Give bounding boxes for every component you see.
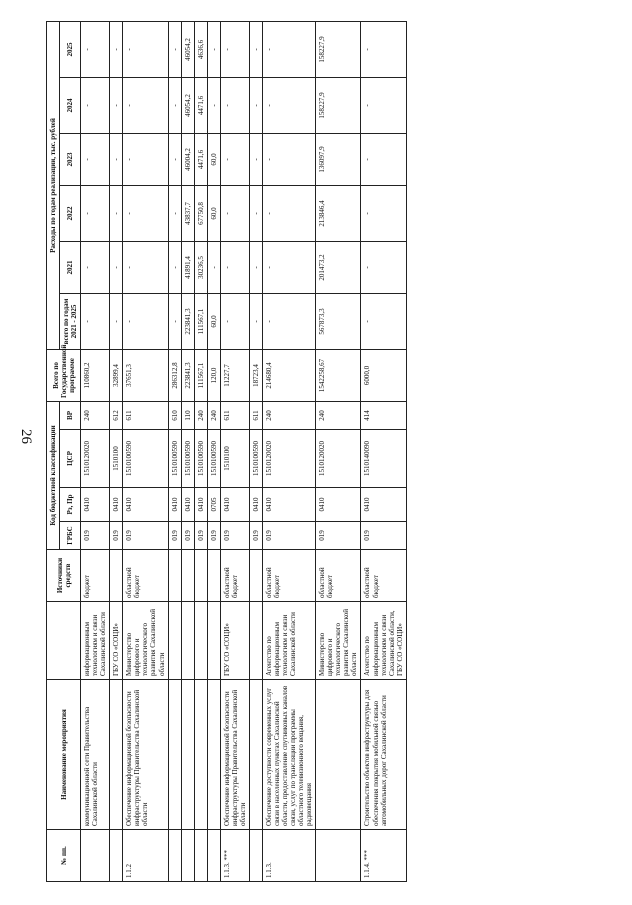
table-cell-vr: 240 — [262, 401, 315, 429]
table-cell-csr: 1510100590 — [249, 430, 262, 488]
table-cell-num: 1.1.2 — [123, 830, 168, 882]
header-grbs: ГРБС — [60, 522, 81, 550]
table-cell-ty: - — [81, 293, 110, 349]
table-cell-name — [316, 680, 361, 830]
table-cell-vr: 612 — [110, 401, 123, 429]
header-vr: ВР — [60, 401, 81, 429]
table-cell-num — [181, 830, 194, 882]
table-cell-vr: 110 — [181, 401, 194, 429]
table-cell-rzpr: 0410 — [181, 488, 194, 522]
table-cell-y24: - — [168, 77, 181, 133]
table-cell-grbs: 019 — [110, 522, 123, 550]
table-cell-y23: - — [361, 133, 406, 185]
table-cell-source — [249, 550, 262, 602]
header-2022: 2022 — [60, 185, 81, 241]
table-cell-grbs: 019 — [316, 522, 361, 550]
rotated-table-container — [46, 22, 586, 882]
table-cell-executor — [207, 602, 220, 680]
table-row — [181, 21, 194, 881]
table-cell-name — [249, 680, 262, 830]
table-cell-y22: 60,0 — [207, 185, 220, 241]
table-cell-num: 1.1.3. *** — [220, 830, 249, 882]
table-row — [249, 21, 262, 881]
table-cell-y24: 158227,9 — [316, 77, 361, 133]
table-cell-y25: - — [262, 21, 315, 77]
table-cell-num: 1.1.3. — [262, 830, 315, 882]
table-cell-vr: 611 — [220, 401, 249, 429]
table-cell-name — [110, 680, 123, 830]
table-cell-grbs: 019 — [262, 522, 315, 550]
header-total-gp: Всего по Государственной программе — [47, 349, 81, 401]
header-2023: 2023 — [60, 133, 81, 185]
table-cell-total: 223841,3 — [181, 349, 194, 401]
table-cell-ty: 60,0 — [207, 293, 220, 349]
table-cell-source: областной бюджет — [316, 550, 361, 602]
table-cell-y23: 60,0 — [207, 133, 220, 185]
table-cell-y22: - — [249, 185, 262, 241]
table-cell-executor: ГБУ СО «СОЦИ» — [110, 602, 123, 680]
table-cell-y24: - — [207, 77, 220, 133]
header-kbk: Код бюджетной классификации — [47, 401, 60, 549]
table-cell-executor: информационным технологиям и связи Сахалинской области — [81, 602, 110, 680]
table-cell-num: 1.1.4. *** — [361, 830, 406, 882]
table-cell-y25: - — [361, 21, 406, 77]
header-name: Наименование мероприятия — [47, 680, 81, 830]
table-cell-y24: - — [249, 77, 262, 133]
table-cell-rzpr: 0410 — [194, 488, 207, 522]
table-cell-vr: 611 — [249, 401, 262, 429]
table-cell-total: 1542258,67 — [316, 349, 361, 401]
table-cell-executor — [168, 602, 181, 680]
table-cell-executor: Агентство по информационным технологиям и связи Сахалинской области — [262, 602, 315, 680]
header-expenses: Расходы по годам реализации, тыс. рублей — [47, 21, 60, 349]
header-2024: 2024 — [60, 77, 81, 133]
table-cell-source: областной бюджет — [361, 550, 406, 602]
table-cell-total: 110860,2 — [81, 349, 110, 401]
table-cell-csr: 1510140090 — [361, 430, 406, 488]
table-cell-y24: - — [220, 77, 249, 133]
table-cell-y23: - — [168, 133, 181, 185]
table-cell-y22: - — [123, 185, 168, 241]
table-cell-total: 214680,4 — [262, 349, 315, 401]
table-cell-vr: 414 — [361, 401, 406, 429]
table-cell-executor: Агентство по информационным технологиям и связи Сахалинской области, ГБУ СО «СОЦИ» — [361, 602, 406, 680]
table-cell-y23: 136097,9 — [316, 133, 361, 185]
table-cell-y22: - — [262, 185, 315, 241]
table-cell-source — [181, 550, 194, 602]
table-cell-y22: - — [168, 185, 181, 241]
table-cell-y21: 41891,4 — [181, 241, 194, 293]
table-cell-y21: - — [81, 241, 110, 293]
table-cell-csr: 1510100590 — [181, 430, 194, 488]
table-cell-grbs: 019 — [181, 522, 194, 550]
table-cell-name: Строительство объектов инфраструктуры для обеспечения покрытия мобильной связью автомобильных дорог Сахалинской области — [361, 680, 406, 830]
table-cell-y25: - — [81, 21, 110, 77]
table-cell-executor: Министерство цифрового и технологического развития Сахалинской области — [123, 602, 168, 680]
table-cell-executor: Министерство цифрового и технологического развития Сахалинской области — [316, 602, 361, 680]
table-cell-name — [168, 680, 181, 830]
table-row — [168, 21, 181, 881]
table-cell-ty: - — [123, 293, 168, 349]
table-cell-executor: ГБУ СО «СОЦИ» — [220, 602, 249, 680]
table-cell-y25: - — [168, 21, 181, 77]
table-cell-y21: 201473,2 — [316, 241, 361, 293]
table-cell-rzpr: 0410 — [110, 488, 123, 522]
table-cell-name — [181, 680, 194, 830]
table-cell-vr: 240 — [316, 401, 361, 429]
table-row — [361, 21, 406, 881]
table-cell-total: 286312,8 — [168, 349, 181, 401]
budget-table — [46, 21, 407, 882]
table-cell-y21: - — [262, 241, 315, 293]
table-cell-grbs: 019 — [123, 522, 168, 550]
table-cell-y24: 46054,2 — [181, 77, 194, 133]
table-cell-rzpr: 0410 — [361, 488, 406, 522]
table-cell-rzpr: 0410 — [123, 488, 168, 522]
table-cell-y25: - — [220, 21, 249, 77]
table-cell-csr: 1510100 — [220, 430, 249, 488]
table-cell-name: Обеспечение информационной безопасности инфраструктуры Правительства Сахалинской области — [220, 680, 249, 830]
header-csr: ЦСР — [60, 430, 81, 488]
header-num: № пп. — [47, 830, 81, 882]
header-total-years: всего по годам 2021 - 2025 — [60, 293, 81, 349]
table-cell-num — [194, 830, 207, 882]
table-cell-csr: 1510100 — [110, 430, 123, 488]
table-cell-vr: 611 — [123, 401, 168, 429]
table-cell-y22: - — [220, 185, 249, 241]
table-cell-y22: 213846,4 — [316, 185, 361, 241]
table-cell-rzpr: 0410 — [168, 488, 181, 522]
table-cell-executor — [249, 602, 262, 680]
table-cell-y22: 43837,7 — [181, 185, 194, 241]
table-cell-y24: - — [81, 77, 110, 133]
table-cell-y21: - — [168, 241, 181, 293]
table-cell-grbs: 019 — [81, 522, 110, 550]
table-cell-csr: 1510100590 — [123, 430, 168, 488]
header-source: Источники средств — [47, 550, 81, 602]
table-cell-y25: - — [207, 21, 220, 77]
table-cell-rzpr: 0410 — [220, 488, 249, 522]
table-cell-y22: 67750,8 — [194, 185, 207, 241]
table-cell-grbs: 019 — [207, 522, 220, 550]
page-number: 26 — [18, 429, 34, 444]
table-cell-executor — [194, 602, 207, 680]
table-cell-num — [316, 830, 361, 882]
table-cell-total: 111567,1 — [194, 349, 207, 401]
table-cell-y24: - — [123, 77, 168, 133]
table-cell-csr: 1510100590 — [207, 430, 220, 488]
table-cell-vr: 610 — [168, 401, 181, 429]
table-cell-y23: - — [110, 133, 123, 185]
table-cell-name: Обеспечение информационной безопасности инфраструктуры Правительства Сахалинской области — [123, 680, 168, 830]
table-cell-y24: - — [110, 77, 123, 133]
table-cell-ty: - — [168, 293, 181, 349]
table-cell-y21: - — [249, 241, 262, 293]
table-cell-num — [110, 830, 123, 882]
table-cell-executor — [181, 602, 194, 680]
table-cell-ty: - — [262, 293, 315, 349]
table-row — [220, 21, 249, 881]
table-cell-y25: - — [110, 21, 123, 77]
table-cell-y25: 158227,9 — [316, 21, 361, 77]
table-cell-source — [110, 550, 123, 602]
table-cell-ty: - — [220, 293, 249, 349]
table-row — [194, 21, 207, 881]
table-cell-ty: 223841,3 — [181, 293, 194, 349]
table-cell-y25: - — [123, 21, 168, 77]
table-cell-name: Обеспечение доступности современных услуг связи в населенных пунктах Сахалинской области, предоставление спутниковых каналов связи, услуг по трансляции программы областного телевизионного вещания, радиовещания — [262, 680, 315, 830]
table-cell-source: областной бюджет — [262, 550, 315, 602]
table-cell-y25: 4636,6 — [194, 21, 207, 77]
table-cell-y23: - — [220, 133, 249, 185]
table-cell-ty: - — [110, 293, 123, 349]
header-2025: 2025 — [60, 21, 81, 77]
table-cell-source — [194, 550, 207, 602]
table-row — [207, 21, 220, 881]
table-cell-y24: 4471,6 — [194, 77, 207, 133]
table-cell-rzpr: 0705 — [207, 488, 220, 522]
table-cell-y25: - — [249, 21, 262, 77]
header-2021: 2021 — [60, 241, 81, 293]
table-cell-num — [207, 830, 220, 882]
table-cell-grbs: 019 — [168, 522, 181, 550]
table-cell-grbs: 019 — [249, 522, 262, 550]
table-cell-y21: - — [207, 241, 220, 293]
table-cell-rzpr: 0410 — [262, 488, 315, 522]
table-row — [81, 21, 110, 881]
table-cell-y23: 4471,6 — [194, 133, 207, 185]
table-cell-y22: - — [361, 185, 406, 241]
table-cell-vr: 240 — [207, 401, 220, 429]
table-row — [262, 21, 315, 881]
header-rzpr: Рз, Пр — [60, 488, 81, 522]
table-cell-source: областной бюджет — [220, 550, 249, 602]
table-cell-grbs: 019 — [361, 522, 406, 550]
table-cell-total: 11227,7 — [220, 349, 249, 401]
table-cell-y21: - — [361, 241, 406, 293]
table-cell-num — [249, 830, 262, 882]
table-cell-num — [168, 830, 181, 882]
table-cell-grbs: 019 — [220, 522, 249, 550]
table-cell-source — [168, 550, 181, 602]
table-cell-ty: 567873,3 — [316, 293, 361, 349]
table-cell-total: 32899,4 — [110, 349, 123, 401]
table-cell-y25: 46054,2 — [181, 21, 194, 77]
table-cell-y23: - — [262, 133, 315, 185]
table-cell-y23: - — [249, 133, 262, 185]
table-cell-y21: - — [123, 241, 168, 293]
table-cell-total: 18723,4 — [249, 349, 262, 401]
table-cell-source: областной бюджет — [123, 550, 168, 602]
table-cell-y21: 30236,5 — [194, 241, 207, 293]
table-cell-num — [81, 830, 110, 882]
table-cell-y21: - — [110, 241, 123, 293]
table-cell-total: 37651,3 — [123, 349, 168, 401]
table-cell-y22: - — [81, 185, 110, 241]
table-cell-csr: 1510120020 — [316, 430, 361, 488]
table-cell-rzpr: 0410 — [81, 488, 110, 522]
table-cell-rzpr: 0410 — [249, 488, 262, 522]
header-executor — [47, 602, 81, 680]
table-cell-source — [207, 550, 220, 602]
table-cell-total: 120,0 — [207, 349, 220, 401]
table-cell-ty: 111567,1 — [194, 293, 207, 349]
table-cell-grbs: 019 — [194, 522, 207, 550]
table-cell-y21: - — [220, 241, 249, 293]
table-cell-y22: - — [110, 185, 123, 241]
table-cell-vr: 240 — [194, 401, 207, 429]
table-cell-y24: - — [262, 77, 315, 133]
table-cell-total: 6000,0 — [361, 349, 406, 401]
table-cell-csr: 1510100590 — [194, 430, 207, 488]
table-cell-csr: 1510120020 — [262, 430, 315, 488]
table-row — [316, 21, 361, 881]
table-cell-name: коммуникационной сети Правительства Сахалинской области — [81, 680, 110, 830]
table-cell-vr: 240 — [81, 401, 110, 429]
table-row — [110, 21, 123, 881]
table-cell-rzpr: 0410 — [316, 488, 361, 522]
table-cell-name — [207, 680, 220, 830]
table-cell-name — [194, 680, 207, 830]
table-cell-y24: - — [361, 77, 406, 133]
table-cell-ty: - — [361, 293, 406, 349]
table-cell-csr: 1510100590 — [168, 430, 181, 488]
table-cell-y23: - — [81, 133, 110, 185]
table-cell-source: бюджет — [81, 550, 110, 602]
table-cell-y23: - — [123, 133, 168, 185]
table-cell-csr: 1510120020 — [81, 430, 110, 488]
table-cell-y23: 46004,2 — [181, 133, 194, 185]
table-cell-ty: - — [249, 293, 262, 349]
table-row — [123, 21, 168, 881]
